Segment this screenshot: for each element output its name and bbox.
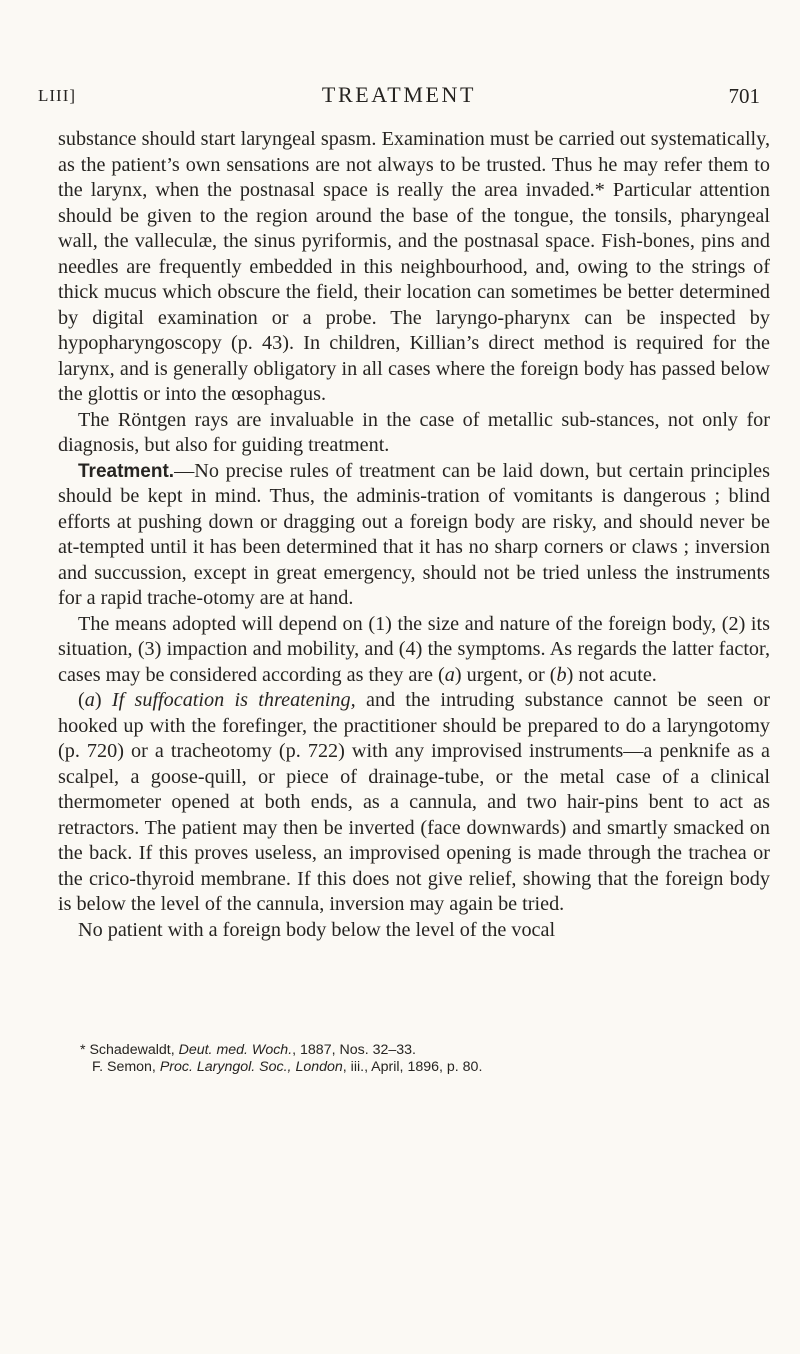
- paragraph-text: and the intruding substance cannot be seen or hooked up with the forefinger, the practitioner should be prepared to do a laryngotomy (p. 720) or a tracheotomy (p. 722) with any improvised instruments—a penknife as a scalpel, a goose-quill, or piece of drainage-tube, or the metal case of a clinical thermometer opened at both ends, as a cannula, and two hair-pins bent to act as retractors. The patient may then be inverted (face downwards) and smartly smacked on the back. If this proves useless, an improvised opening is made through the trachea or the crico-thyroid membrane. If this does not give relief, showing that the foreign body is below the level of the cannula, inversion may again be tried.: [58, 689, 770, 915]
- paragraph-suffocation: [58, 688, 770, 918]
- paragraph-text: substance should start laryngeal spasm. Examination must be carried out systematically, as the patient’s own sensations are not always to be trusted. Thus he may refer them to the larynx, when the postnasal space is really the area invaded.* Particular attention should be given to the region around the base of the tongue, the tonsils, pharyngeal wall, the valleculæ, the sinus pyriformis, and the postnasal space. Fish-bones, pins and needles are frequently embedded in this neighbourhood, and, owing to the strings of thick mucus which obscure the field, their location can sometimes be better determined by digital examination or a probe. The laryngo-pharynx can be inspected by hypopharyngoscopy (p. 43). In children, Killian’s direct method is required for the larynx, and is generally obligatory in all cases where the foreign body has passed below the glottis or into the œsophagus.: [58, 128, 770, 405]
- paragraph-text: ): [94, 689, 112, 711]
- chapter-marker: LIII]: [38, 86, 77, 105]
- paragraph-text: (: [78, 689, 85, 711]
- paragraph-text: The Röntgen rays are invaluable in the case of metallic sub-stances, not only for diagnosis, but also for guiding treatment.: [58, 408, 770, 456]
- footnote-author: Schadewaldt,: [89, 1042, 179, 1058]
- footnote: [80, 1042, 760, 1059]
- footnote-marker: *: [80, 1042, 90, 1058]
- italic-heading: If suffocation is threatening,: [111, 689, 356, 711]
- paragraph-rontgen: [58, 408, 770, 459]
- footnote-citation: , 1887, Nos. 32–33.: [292, 1042, 416, 1058]
- running-head: [38, 82, 760, 114]
- footnote-journal: Proc. Laryngol. Soc., London: [159, 1058, 343, 1075]
- page-number: 701: [728, 84, 760, 108]
- page-title: TREATMENT: [321, 82, 477, 107]
- paragraph-text: ) not acute.: [566, 663, 657, 686]
- paragraph-means: [58, 612, 770, 689]
- body-text: [58, 127, 770, 943]
- section-heading: Treatment.: [78, 460, 175, 482]
- paragraph-no-patient: [58, 918, 770, 944]
- footnotes: [80, 1042, 760, 1075]
- list-letter: a: [84, 689, 95, 711]
- footnote-author: F. Semon,: [92, 1058, 160, 1075]
- list-letter: a: [444, 663, 455, 686]
- paragraph-examination: [58, 127, 770, 408]
- footnote: [80, 1059, 760, 1076]
- paragraph-text: No patient with a foreign body below the level of the vocal: [78, 918, 556, 941]
- footnote-citation: , iii., April, 1896, p. 80.: [342, 1058, 483, 1075]
- footnote-journal: Deut. med. Woch.: [178, 1042, 293, 1058]
- paragraph-text: ) urgent, or (: [454, 663, 557, 686]
- paragraph-text: The means adopted will depend on (1) the size and nature of the foreign body, (2) its situation, (3) impaction and mobility, and (4) the symptoms. As regards the latter factor, cases may be considered according as they are (: [58, 612, 770, 686]
- paragraph-treatment: [58, 459, 770, 612]
- paragraph-text: —No precise rules of treatment can be laid down, but certain principles should be kept in mind. Thus, the adminis-tration of vomitants is dangerous ; blind efforts at pushing down or dragging out a foreign body are risky, and should never be at-tempted until it has been determined that it has no sharp corners or claws ; inversion and succussion, except in great emergency, should not be tried unless the instruments for a rapid trache-otomy are at hand.: [58, 459, 770, 609]
- list-letter: b: [556, 663, 567, 686]
